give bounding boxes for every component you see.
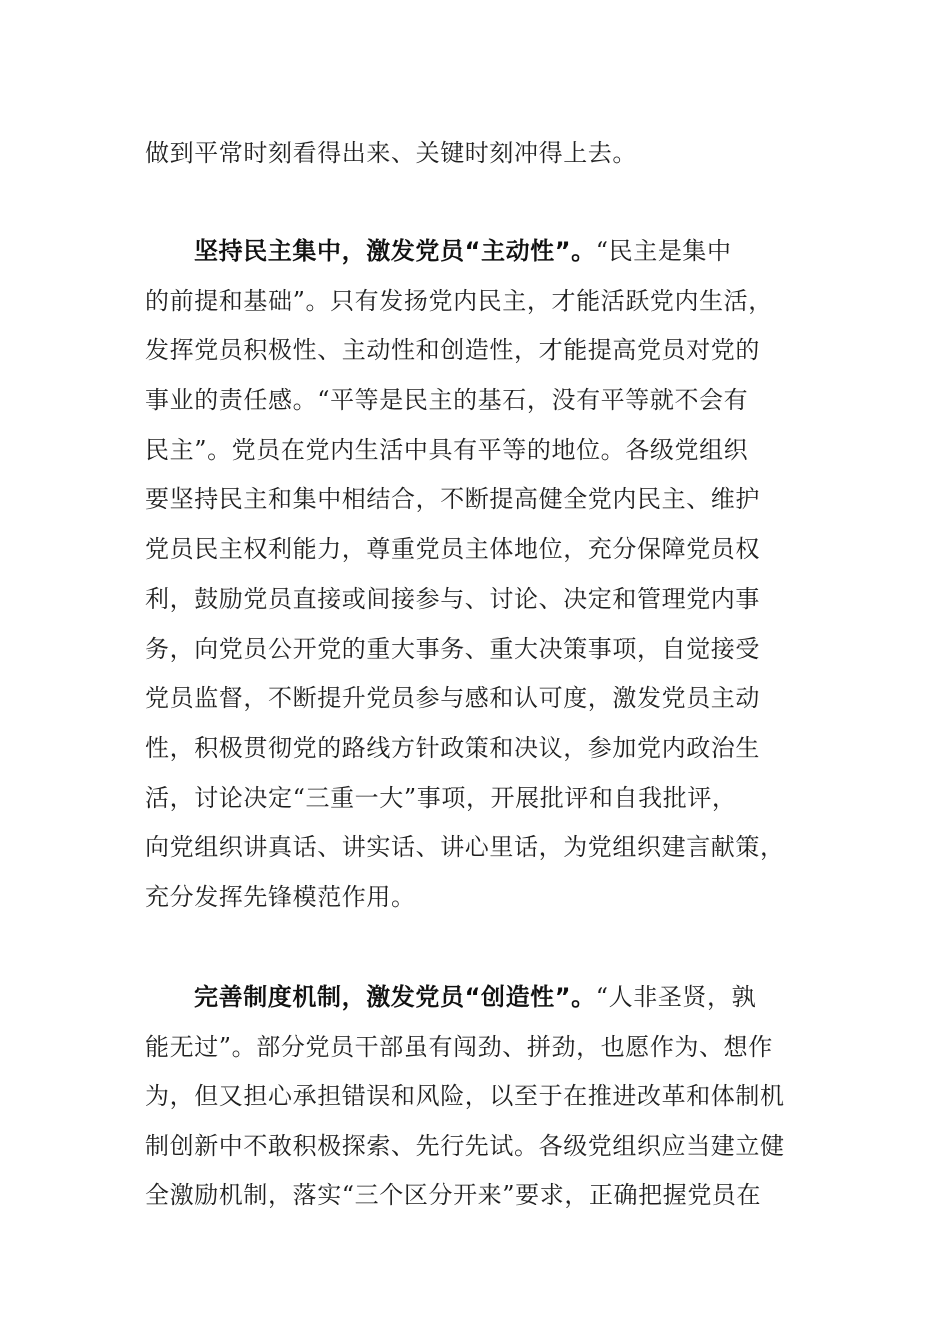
section-heading-line [194, 234, 874, 268]
paragraph-line [145, 632, 825, 666]
line-text: 全激励机制，落实“三个区分开来”要求，正确把握党员在 [145, 1181, 762, 1209]
paragraph-line [145, 383, 825, 417]
line-text: 要坚持民主和集中相结合，不断提高健全党内民主、维护 [145, 485, 760, 513]
line-text: 利，鼓励党员直接或间接参与、讨论、决定和管理党内事 [145, 585, 760, 613]
paragraph-line [145, 284, 825, 318]
line-text: 事业的责任感。“平等是民主的基石，没有平等就不会有 [145, 386, 749, 414]
paragraph-line [145, 830, 825, 864]
line-text: 向党组织讲真话、讲实话、讲心里话，为党组织建言献策， [145, 833, 785, 861]
paragraph-line [145, 781, 825, 815]
section-heading: 完善制度机制，激发党员“创造性”。 [194, 983, 596, 1011]
paragraph-line [145, 433, 825, 467]
paragraph-line [145, 333, 825, 367]
paragraph-line [145, 1129, 825, 1163]
line-text: 制创新中不敢积极探索、先行先试。各级党组织应当建立健 [145, 1132, 785, 1160]
line-text: “人非圣贤，孰 [595, 983, 757, 1011]
line-text: 民主”。党员在党内生活中具有平等的地位。各级党组织 [145, 436, 749, 464]
line-text: 为，但又担心承担错误和风险，以至于在推进改革和体制机 [145, 1082, 785, 1110]
line-text: “民主是集中 [595, 237, 732, 265]
paragraph-line [145, 1030, 825, 1064]
line-text: 充分发挥先锋模范作用。 [145, 883, 416, 911]
line-text: 务，向党员公开党的重大事务、重大决策事项，自觉接受 [145, 635, 760, 663]
line-text: 能无过”。部分党员干部虽有闯劲、拼劲，也愿作为、想作 [145, 1033, 773, 1061]
section-heading: 坚持民主集中，激发党员“主动性”。 [194, 237, 596, 265]
paragraph-line [145, 880, 825, 914]
paragraph-line [145, 731, 825, 765]
paragraph-line [145, 136, 825, 170]
line-text: 活，讨论决定“三重一大”事项，开展批评和自我批评， [145, 784, 737, 812]
line-text: 做到平常时刻看得出来、关键时刻冲得上去。 [145, 139, 637, 167]
line-text: 的前提和基础”。只有发扬党内民主，才能活跃党内生活， [145, 287, 773, 315]
paragraph-line [145, 681, 825, 715]
line-text: 党员监督，不断提升党员参与感和认可度，激发党员主动 [145, 684, 760, 712]
paragraph-line [145, 482, 825, 516]
line-text: 党员民主权利能力，尊重党员主体地位，充分保障党员权 [145, 535, 760, 563]
paragraph-line [145, 532, 825, 566]
line-text: 性，积极贯彻党的路线方针政策和决议，参加党内政治生 [145, 734, 760, 762]
paragraph-line [145, 1079, 825, 1113]
line-text: 发挥党员积极性、主动性和创造性，才能提高党员对党的 [145, 336, 760, 364]
paragraph-line [145, 1178, 825, 1212]
paragraph-line [145, 582, 825, 616]
section-heading-line [194, 980, 874, 1014]
